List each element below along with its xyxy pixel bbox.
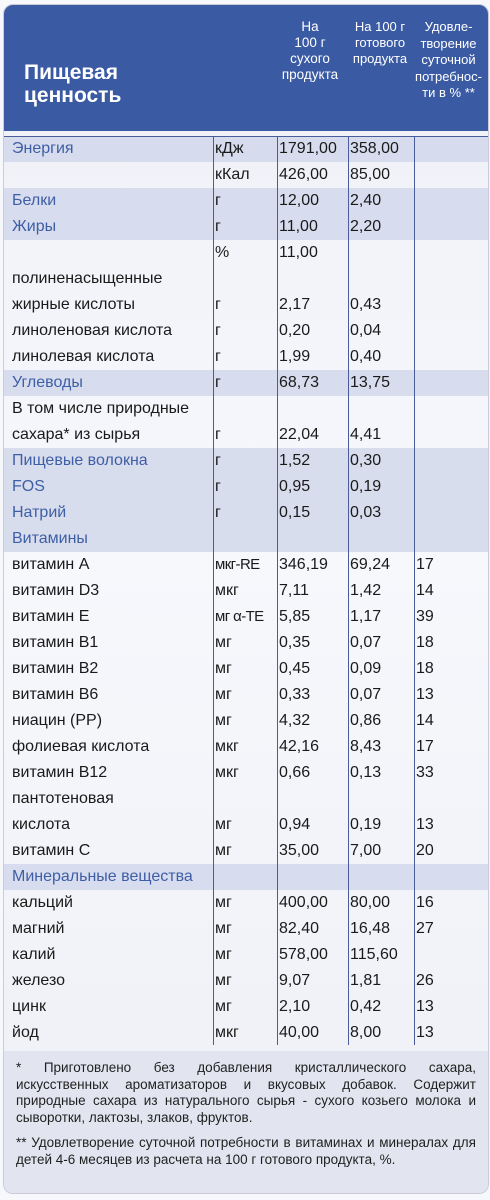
table-row (4, 812, 488, 838)
dry-value-cell: 400,00 (279, 894, 328, 911)
unit-cell (215, 266, 277, 292)
daily-percent-cell: 18 (416, 660, 434, 677)
table-row (4, 838, 488, 864)
prepared-value-cell: 85,00 (350, 166, 391, 183)
unit-cell: г (215, 452, 221, 469)
table-row (4, 630, 488, 656)
nutrient-name-cell: жирные кислоты (12, 296, 136, 313)
daily-percent-cell (416, 942, 476, 968)
unit-cell (215, 786, 277, 812)
nutrient-name-cell: витамин D3 (12, 582, 100, 599)
unit-cell: г (215, 504, 221, 521)
prepared-value-cell (350, 526, 414, 552)
daily-percent-cell (416, 396, 476, 422)
unit-cell: мг (215, 660, 232, 677)
nutrient-name-cell: Натрий (12, 504, 67, 521)
prepared-value-cell: 0,07 (350, 686, 382, 703)
column-header-daily: Удовле- творение суточной потребнос- ти в % ** (415, 19, 482, 100)
prepared-value-cell: 1,81 (350, 972, 382, 989)
table-row (4, 214, 488, 240)
footnote-sugar: * Приготовлено без добавления кристаллического сахара, искусственных ароматизаторов и вкусовых добавок. Содержит природные сахара из натурального сырья - сухого козьего молока и сыворотки, лактозы, злаков, фруктов. (16, 1060, 476, 1125)
prepared-value-cell: 0,30 (350, 452, 382, 469)
daily-percent-cell: 14 (416, 712, 434, 729)
prepared-value-cell: 0,03 (350, 504, 382, 521)
unit-cell: кКал (215, 166, 250, 183)
table-row (4, 292, 488, 318)
nutrient-name-cell: цинк (12, 998, 46, 1015)
unit-cell: мг (215, 816, 232, 833)
table-row (4, 604, 488, 630)
dry-value-cell: 35,00 (279, 842, 320, 859)
daily-percent-cell: 27 (416, 920, 434, 937)
daily-percent-cell: 33 (416, 764, 434, 781)
unit-cell: г (215, 192, 221, 209)
dry-value-cell (279, 786, 347, 812)
nutrient-name-cell: витамин В12 (12, 764, 108, 781)
table-row (4, 968, 488, 994)
column-divider (213, 136, 214, 1045)
table-row (4, 240, 488, 266)
prepared-value-cell: 16,48 (350, 920, 391, 937)
prepared-value-cell: 8,43 (350, 738, 382, 755)
unit-cell: г (215, 426, 221, 443)
nutrient-name-cell: Белки (12, 192, 57, 209)
daily-percent-cell: 20 (416, 842, 434, 859)
dry-value-cell (279, 526, 347, 552)
dry-value-cell (279, 396, 347, 422)
footnote-daily-need: ** Удовлетворение суточной потребности в витаминах и минералах для детей 4-6 месяцев из расчета на 100 г готового продукта, %. (16, 1135, 476, 1167)
dry-value-cell: 0,33 (279, 686, 311, 703)
dry-value-cell: 0,35 (279, 634, 311, 651)
prepared-value-cell (350, 396, 414, 422)
daily-percent-cell: 14 (416, 582, 434, 599)
column-divider (414, 136, 415, 1045)
prepared-value-cell: 1,17 (350, 608, 382, 625)
daily-percent-cell: 17 (416, 738, 434, 755)
column-header-dry: На 100 г сухого продукта (281, 19, 339, 82)
dry-value-cell: 0,95 (279, 478, 311, 495)
prepared-value-cell: 2,40 (350, 192, 382, 209)
daily-percent-cell: 18 (416, 634, 434, 651)
prepared-value-cell: 69,24 (350, 556, 391, 573)
nutrient-name-cell: калий (12, 946, 56, 963)
prepared-value-cell: 7,00 (350, 842, 382, 859)
prepared-value-cell: 0,43 (350, 296, 382, 313)
dry-value-cell: 2,17 (279, 296, 311, 313)
unit-cell: мг (215, 712, 232, 729)
daily-percent-cell: 13 (416, 998, 434, 1015)
table-row (4, 734, 488, 760)
column-divider (348, 136, 349, 1045)
table-row (4, 864, 488, 890)
daily-percent-cell (416, 500, 476, 526)
prepared-value-cell: 0,19 (350, 816, 382, 833)
nutrient-name-cell: линолевая кислота (12, 348, 155, 365)
unit-cell: мг (215, 998, 232, 1015)
nutrient-name-cell: полиненасыщенные (12, 270, 163, 287)
nutrient-name-cell: йод (12, 1024, 39, 1041)
daily-percent-cell (416, 474, 476, 500)
nutrient-name-cell: витамин В1 (12, 634, 99, 651)
prepared-value-cell: 2,20 (350, 218, 382, 235)
daily-percent-cell: 13 (416, 686, 434, 703)
nutrient-name-cell: Жиры (12, 218, 57, 235)
prepared-value-cell: 13,75 (350, 374, 391, 391)
nutrient-name-cell: витамин С (12, 842, 91, 859)
prepared-value-cell: 0,19 (350, 478, 382, 495)
daily-percent-cell (416, 292, 476, 318)
unit-cell: мг (215, 972, 232, 989)
unit-cell: г (215, 218, 221, 235)
nutrient-name-cell: фолиевая кислота (12, 738, 150, 755)
prepared-value-cell: 0,04 (350, 322, 382, 339)
table-row (4, 890, 488, 916)
dry-value-cell (279, 864, 347, 890)
unit-cell: мг (215, 946, 232, 963)
unit-cell: г (215, 478, 221, 495)
prepared-value-cell: 8,00 (350, 1024, 382, 1041)
prepared-value-cell: 0,86 (350, 712, 382, 729)
dry-value-cell: 0,94 (279, 816, 311, 833)
prepared-value-cell: 0,40 (350, 348, 382, 365)
dry-value-cell: 7,11 (279, 582, 309, 599)
dry-value-cell: 1791,00 (279, 140, 337, 157)
nutrient-name-cell: сахара* из сырья (12, 426, 141, 443)
prepared-value-cell (350, 266, 414, 292)
table-row (4, 786, 488, 812)
table-row (4, 526, 488, 552)
unit-cell: г (215, 296, 221, 313)
table-row (4, 396, 488, 422)
nutrient-name-cell: FOS (12, 478, 45, 495)
daily-percent-cell (416, 162, 476, 188)
table-row (4, 1020, 488, 1046)
prepared-value-cell: 0,09 (350, 660, 382, 677)
table-row (4, 500, 488, 526)
nutrient-name-cell: Энергия (12, 140, 74, 157)
nutrient-name-cell: витамин В6 (12, 686, 99, 703)
unit-cell: мг (215, 634, 232, 651)
nutrient-name-cell: линоленовая кислота (12, 322, 172, 339)
prepared-value-cell: 358,00 (350, 140, 399, 157)
daily-percent-cell (416, 240, 476, 266)
unit-cell (215, 396, 277, 422)
unit-cell: г (215, 348, 221, 365)
dry-value-cell: 0,15 (279, 504, 311, 521)
daily-percent-cell (416, 370, 476, 396)
prepared-value-cell: 115,60 (350, 946, 398, 963)
dry-value-cell: 11,00 (279, 218, 318, 235)
daily-percent-cell: 17 (416, 556, 434, 573)
unit-cell (215, 864, 277, 890)
prepared-value-cell (350, 786, 414, 812)
table-row (4, 162, 488, 188)
dry-value-cell: 0,20 (279, 322, 311, 339)
table-row (4, 136, 488, 162)
dry-value-cell: 22,04 (279, 426, 320, 443)
table-top-border (4, 136, 488, 137)
unit-cell: мг α-TE (215, 608, 264, 625)
dry-value-cell: 578,00 (279, 946, 328, 963)
unit-cell: мг (215, 842, 232, 859)
unit-cell: г (215, 322, 221, 339)
dry-value-cell: 0,66 (279, 764, 311, 781)
nutrient-name-cell: Минеральные вещества (12, 868, 193, 885)
column-divider (277, 136, 278, 1045)
daily-percent-cell (416, 526, 476, 552)
nutrient-name-cell: ниацин (РР) (12, 712, 103, 729)
nutrient-name-cell: железо (12, 972, 66, 989)
table-row (4, 708, 488, 734)
dry-value-cell: 68,73 (279, 374, 320, 391)
nutrient-name-cell: Углеводы (12, 374, 83, 391)
unit-cell: кДж (215, 140, 244, 157)
dry-value-cell: 2,10 (279, 998, 311, 1015)
prepared-value-cell: 0,42 (350, 998, 382, 1015)
nutrient-name-cell (12, 162, 212, 188)
unit-cell: мкг (215, 764, 239, 781)
unit-cell: мг (215, 920, 232, 937)
column-header-prepared: На 100 г готового продукта (352, 19, 408, 66)
table-header (4, 5, 488, 131)
table-row (4, 656, 488, 682)
footnote-box (4, 1051, 488, 1193)
table-row (4, 916, 488, 942)
daily-percent-cell (416, 448, 476, 474)
nutrient-name-cell: кислота (12, 816, 71, 833)
nutrient-name-cell: витамин А (12, 556, 90, 573)
unit-cell (215, 526, 277, 552)
dry-value-cell: 40,00 (279, 1024, 320, 1041)
table-row (4, 552, 488, 578)
table-row (4, 760, 488, 786)
table-row (4, 370, 488, 396)
table-row (4, 578, 488, 604)
nutrition-card (3, 4, 489, 1194)
dry-value-cell: 11,00 (279, 244, 318, 261)
nutrient-name-cell: магний (12, 920, 65, 937)
table-row (4, 942, 488, 968)
nutrition-table (4, 136, 488, 1046)
nutrient-name-cell: витамин Е (12, 608, 90, 625)
daily-percent-cell (416, 344, 476, 370)
nutrient-name-cell: В том числе природные (12, 400, 190, 417)
daily-percent-cell: 13 (416, 1024, 434, 1041)
unit-cell: мкг (215, 1024, 239, 1041)
unit-cell: мкг (215, 582, 239, 599)
table-row (4, 318, 488, 344)
nutrient-name-cell (12, 240, 212, 266)
dry-value-cell: 426,00 (279, 166, 328, 183)
dry-value-cell: 0,45 (279, 660, 311, 677)
unit-cell: мг (215, 894, 232, 911)
prepared-value-cell: 1,42 (350, 582, 382, 599)
nutrient-name-cell: кальций (12, 894, 73, 911)
daily-percent-cell (416, 136, 476, 162)
table-row (4, 344, 488, 370)
daily-percent-cell (416, 786, 476, 812)
nutrient-name-cell: пантотеновая (12, 790, 114, 807)
unit-cell: мг (215, 686, 232, 703)
prepared-value-cell: 80,00 (350, 894, 391, 911)
daily-percent-cell: 16 (416, 894, 434, 911)
daily-percent-cell: 39 (416, 608, 434, 625)
dry-value-cell: 42,16 (279, 738, 320, 755)
unit-cell: мкг-RE (215, 556, 260, 573)
page-title: Пищевая ценность (24, 61, 122, 107)
prepared-value-cell: 0,07 (350, 634, 382, 651)
nutrient-name-cell: Витамины (12, 530, 88, 547)
daily-percent-cell (416, 318, 476, 344)
dry-value-cell: 1,99 (279, 348, 311, 365)
prepared-value-cell (350, 864, 414, 890)
daily-percent-cell: 13 (416, 816, 434, 833)
nutrient-name-cell: Пищевые волокна (12, 452, 148, 469)
dry-value-cell: 5,85 (279, 608, 311, 625)
dry-value-cell (279, 266, 347, 292)
dry-value-cell: 4,32 (279, 712, 311, 729)
daily-percent-cell (416, 864, 476, 890)
table-row (4, 422, 488, 448)
daily-percent-cell (416, 422, 476, 448)
daily-percent-cell (416, 188, 476, 214)
dry-value-cell: 82,40 (279, 920, 320, 937)
prepared-value-cell: 0,13 (350, 764, 382, 781)
dry-value-cell: 9,07 (279, 972, 311, 989)
dry-value-cell: 12,00 (279, 192, 320, 209)
daily-percent-cell: 26 (416, 972, 434, 989)
dry-value-cell: 1,52 (279, 452, 311, 469)
table-row (4, 994, 488, 1020)
daily-percent-cell (416, 266, 476, 292)
table-row (4, 474, 488, 500)
dry-value-cell: 346,19 (279, 556, 328, 573)
table-row (4, 682, 488, 708)
table-row (4, 266, 488, 292)
nutrient-name-cell: витамин В2 (12, 660, 99, 677)
daily-percent-cell (416, 214, 476, 240)
prepared-value-cell: 4,41 (350, 426, 382, 443)
unit-cell: мкг (215, 738, 239, 755)
table-row (4, 448, 488, 474)
prepared-value-cell (350, 240, 414, 266)
unit-cell: % (215, 244, 230, 261)
unit-cell: г (215, 374, 221, 391)
table-row (4, 188, 488, 214)
